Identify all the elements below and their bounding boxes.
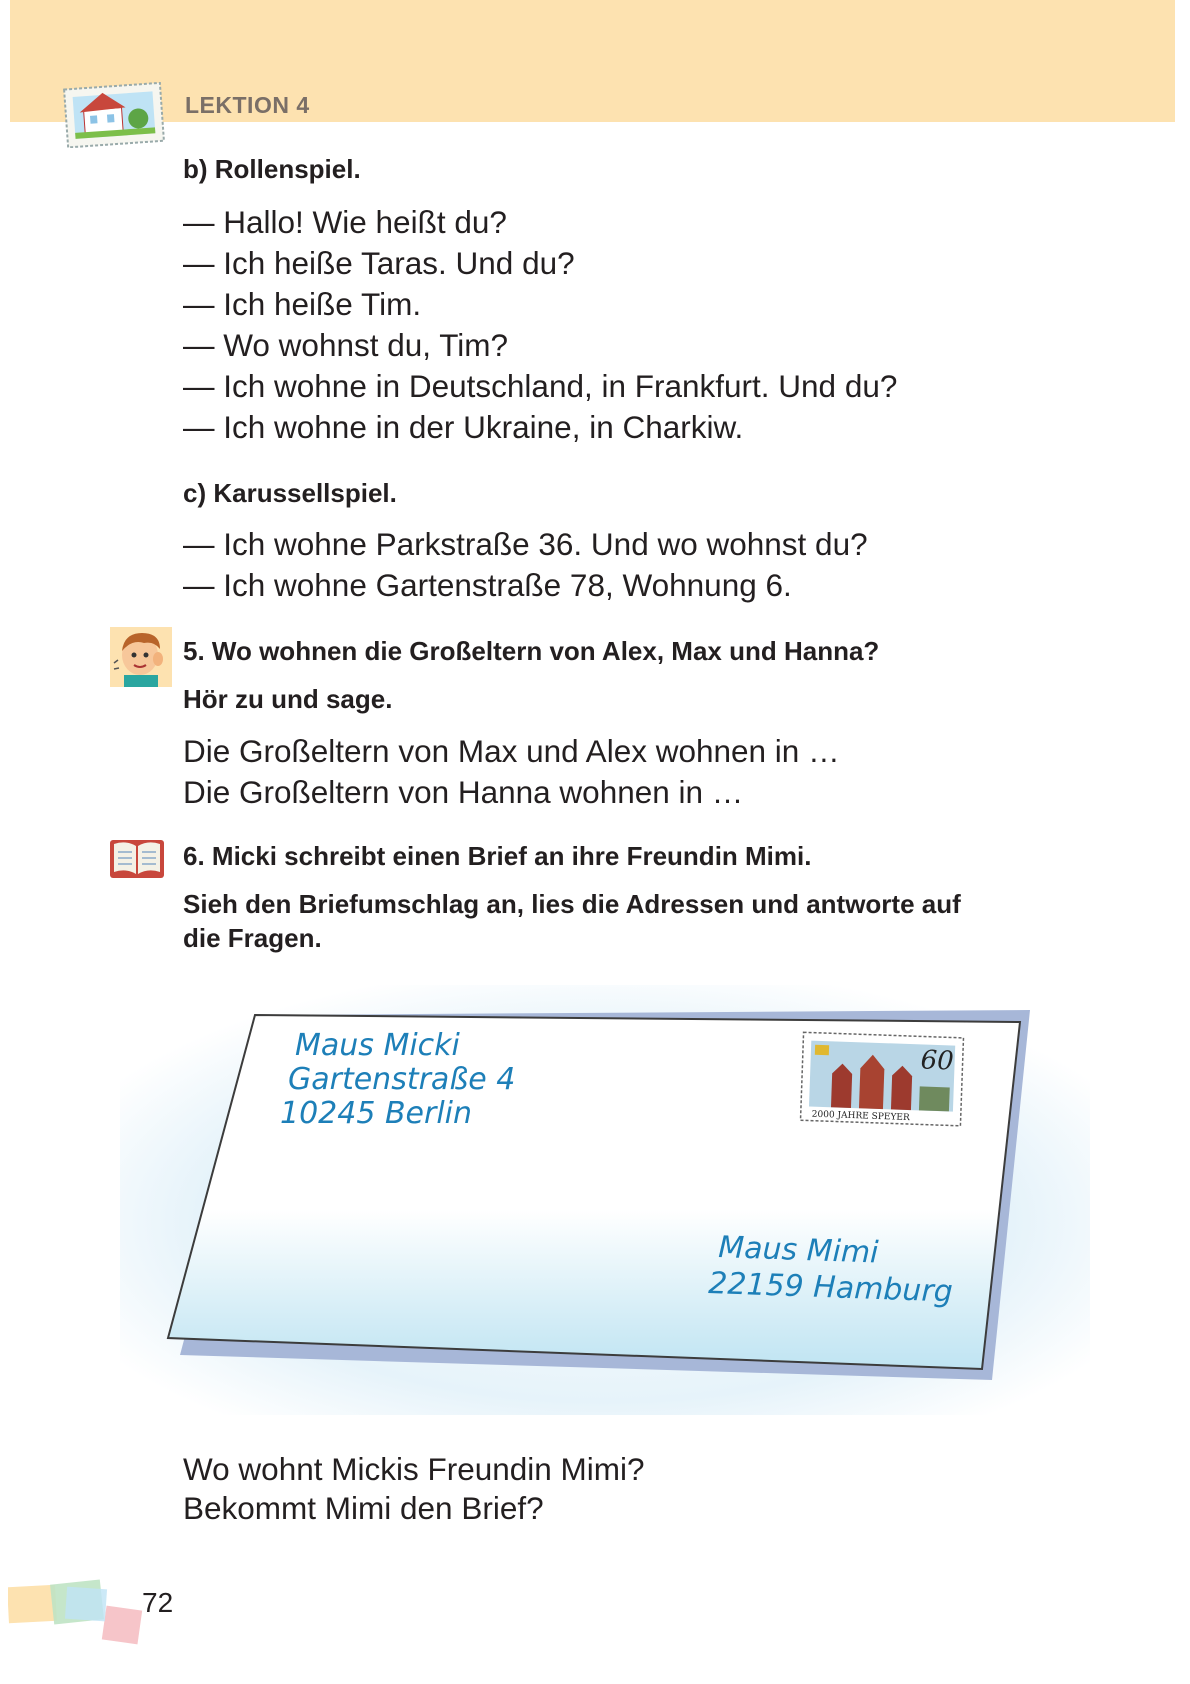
dialogue-line: — Hallo! Wie heißt du?: [183, 204, 507, 240]
lesson-label: LEKTION 4: [185, 92, 310, 118]
recipient-name: Maus Mimi: [717, 1230, 880, 1271]
dialogue-b: [183, 202, 897, 448]
dialogue-line: — Ich wohne Gartenstraße 78, Wohnung 6.: [183, 567, 792, 603]
postage-stamp: [801, 1032, 964, 1126]
sender-name: Maus Micki: [295, 1028, 460, 1063]
listening-boy-icon: [110, 627, 172, 687]
task5-title: 5. Wo wohnen die Großeltern von Alex, Max und Hanna?: [183, 636, 880, 666]
task6-instruction-line1: Sieh den Briefumschlag an, lies die Adressen und antworte auf: [183, 889, 961, 919]
questions: [183, 1450, 645, 1528]
recipient-city: 22159 Hamburg: [707, 1266, 954, 1310]
sender-street: Gartenstraße 4: [288, 1062, 516, 1097]
task5-instruction: Hör zu und sage.: [183, 684, 393, 714]
stamp-caption: 2000 JAHRE SPEYER: [811, 1109, 910, 1124]
dialogue-line: — Ich wohne in der Ukraine, in Charkiw.: [183, 409, 744, 445]
task6-instruction-line2: die Fragen.: [183, 923, 322, 953]
question-line: Wo wohnt Mickis Freundin Mimi?: [183, 1451, 645, 1487]
task6-title: 6. Micki schreibt einen Brief an ihre Freundin Mimi.: [183, 841, 812, 871]
open-book-icon: [108, 836, 166, 880]
dialogue-line: — Wo wohnst du, Tim?: [183, 327, 509, 363]
sender-city: 10245 Berlin: [280, 1096, 473, 1131]
dialogue-line: — Ich wohne Parkstraße 36. Und wo wohnst du?: [183, 526, 868, 562]
page-number: 72: [142, 1587, 174, 1618]
section-c-title: c) Karussellspiel.: [183, 478, 397, 508]
section-b-title: b) Rollenspiel.: [183, 154, 361, 184]
stamp-value: 60: [920, 1045, 955, 1077]
envelope: [120, 985, 1090, 1415]
dialogue-line: — Ich heiße Tim.: [183, 286, 422, 322]
dialogue-c: [183, 524, 868, 606]
task5-lines: [183, 731, 840, 813]
envelope-illustration: [120, 985, 1090, 1415]
sentence-line: Die Großeltern von Max und Alex wohnen in …: [183, 733, 840, 769]
question-line: Bekommt Mimi den Brief?: [183, 1490, 544, 1526]
dialogue-line: — Ich wohne in Deutschland, in Frankfurt. Und du?: [183, 368, 898, 404]
sentence-line: Die Großeltern von Hanna wohnen in …: [183, 774, 744, 810]
dialogue-line: — Ich heiße Taras. Und du?: [183, 245, 575, 281]
corner-decoration: [8, 1578, 148, 1648]
